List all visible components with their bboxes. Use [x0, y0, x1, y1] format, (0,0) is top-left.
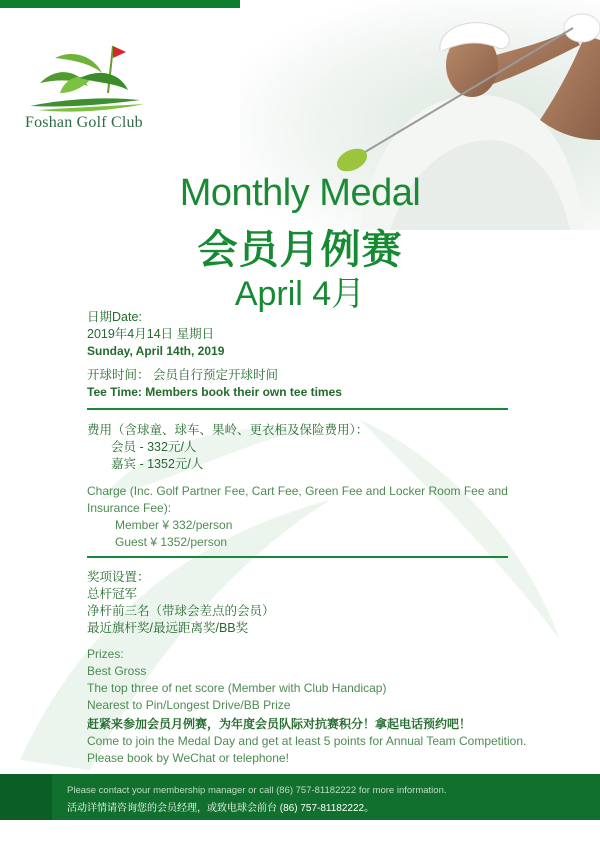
title-chinese: 会员月例赛 — [197, 228, 403, 272]
club-name: Foshan Golf Club — [25, 114, 143, 131]
fee-heading-english: Charge (Inc. Golf Partner Fee, Cart Fee, Green Fee and Locker Room Fee and — [87, 484, 508, 498]
cta-english-2: Please book by WeChat or telephone! — [87, 751, 289, 765]
prize-1-chinese: 总杆冠军 — [87, 587, 138, 601]
fee-guest-chinese: 嘉宾 - 1352元/人 — [111, 457, 204, 471]
fee-guest-english: Guest ¥ 1352/person — [115, 535, 228, 549]
section-divider — [87, 556, 508, 558]
fee-heading-chinese: 费用（含球童、球车、果岭、更衣柜及保险费用）： — [87, 423, 369, 437]
prize-2-english: The top three of net score (Member with Club Handicap) — [87, 681, 387, 695]
prize-heading-chinese: 奖项设置： — [87, 570, 150, 584]
prize-section — [87, 569, 527, 714]
prize-heading-english: Prizes: — [87, 647, 124, 661]
date-section — [87, 309, 527, 401]
fee-heading-english-2: Insurance Fee): — [87, 501, 172, 515]
date-chinese: 2019年4月14日 星期日 — [87, 327, 215, 341]
fee-section — [87, 422, 527, 551]
prize-2-chinese: 净杆前三名（带球会差点的会员） — [87, 604, 275, 618]
prize-3-chinese: 最近旗杆奖/最远距离奖/BB奖 — [87, 621, 249, 635]
fee-member-english: Member ¥ 332/person — [115, 518, 233, 532]
footer-contact-chinese: 活动详情请咨询您的会员经理，或致电球会前台 (86) 757-81182222。 — [67, 803, 375, 814]
fee-member-chinese: 会员 - 332元/人 — [111, 440, 197, 454]
date-label: 日期Date: — [87, 310, 142, 324]
tee-time-chinese: 开球时间： 会员自行预定开球时间 — [87, 368, 278, 382]
footer-accent — [0, 774, 60, 820]
tee-time-english: Tee Time: Members book their own tee times — [87, 385, 342, 399]
date-english: Sunday, April 14th, 2019 — [87, 344, 225, 358]
cta-chinese: 赶紧来参加会员月例赛，为年度会员队际对抗赛积分！拿起电话预约吧！ — [87, 717, 472, 731]
prize-3-english: Nearest to Pin/Longest Drive/BB Prize — [87, 698, 291, 712]
section-divider — [87, 408, 508, 410]
call-to-action — [87, 716, 527, 767]
footer-contact-english: Please contact your membership manager or call (86) 757-81182222 for more information. — [67, 785, 447, 796]
contact-footer — [52, 774, 600, 820]
title-month: April 4月 — [234, 275, 366, 313]
title-english: Monthly Medal — [179, 172, 421, 214]
prize-1-english: Best Gross — [87, 664, 147, 678]
cta-english-1: Come to join the Medal Day and get at least 5 points for Annual Team Competition. — [87, 734, 527, 748]
